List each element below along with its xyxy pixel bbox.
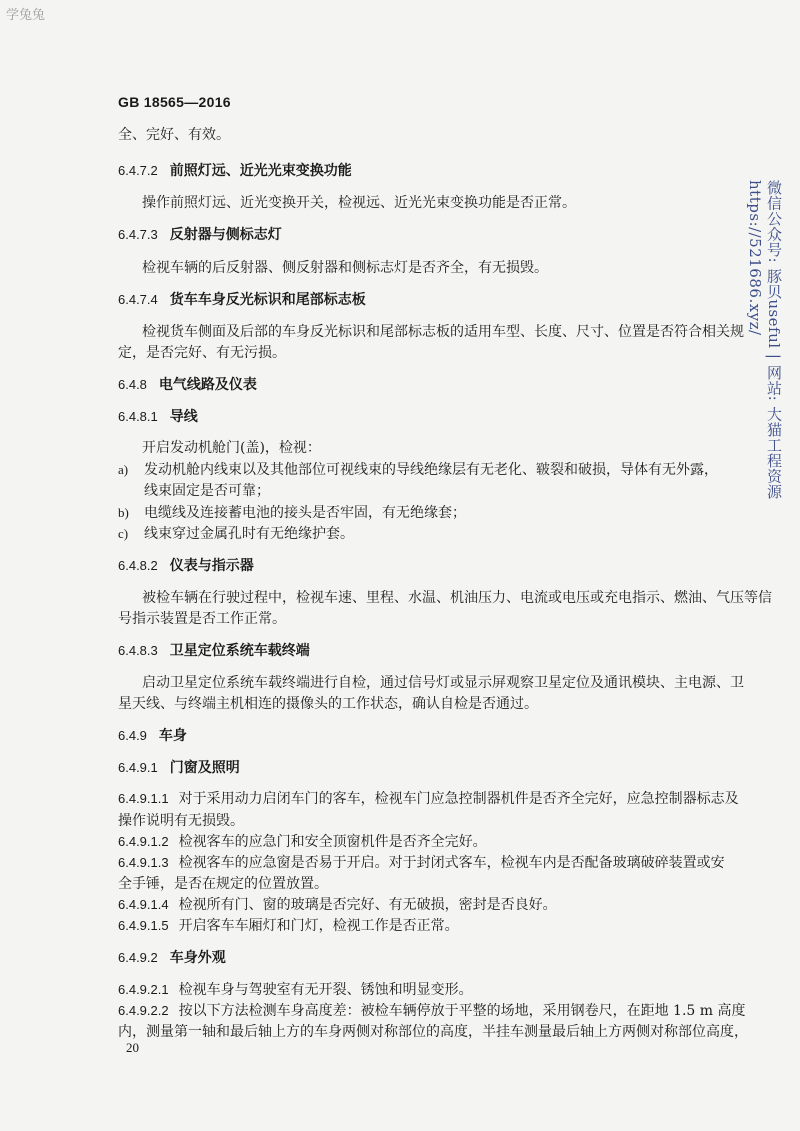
section-number: 6.4.8 [118,377,147,392]
paragraph: 被检车辆在行驶过程中，检视车速、里程、水温、机油压力、电流或电压或充电指示、燃油、气压等信 [142,590,772,606]
section-title: 仪表与指示器 [169,558,254,574]
clause-number: 6.4.9.1.1 [118,791,169,806]
list-item [118,460,718,480]
section-heading [118,375,257,395]
paragraph-line: 星天线、与终端主机相连的摄像头的工作状态，确认自检是否通过。 [118,696,538,712]
clause-text: 检视客车的应急门和安全顶窗机件是否齐全完好。 [178,834,487,850]
section-title: 货车车身反光标识和尾部标志板 [169,292,366,308]
numbered-paragraph [118,895,557,915]
list-item-continuation: 线束固定是否可靠； [144,483,270,499]
section-number: 6.4.9.1 [118,760,158,775]
paragraph-line: 内，测量第一轴和最后轴上方的车身两侧对称部位的高度，半挂车测量最后轴上方两侧对称部位高度， [118,1024,748,1040]
clause-text: 检视车身与驾驶室有无开裂、锈蚀和明显变形。 [178,982,473,998]
list-item [118,524,354,544]
section-title: 前照灯远、近光光束变换功能 [169,163,352,179]
section-title: 导线 [169,409,198,425]
list-item-text: 电缆线及连接蓄电池的接头是否牢固，有无绝缘套； [144,505,466,521]
paragraph: 开启发动机舱门(盖)，检视： [142,440,321,456]
paragraph-line: 全手锤，是否在规定的位置放置。 [118,876,328,892]
clause-number: 6.4.9.1.3 [118,855,169,870]
section-heading [118,726,187,746]
list-item [118,503,466,523]
paragraph: 操作前照灯远、近光变换开关，检视远、近光光束变换功能是否正常。 [142,195,576,211]
numbered-paragraph [118,789,739,809]
section-title: 车身外观 [169,950,226,966]
paragraph-line: 操作说明有无损毁。 [118,813,244,829]
numbered-paragraph [118,980,473,1000]
paragraph-line: 全、完好、有效。 [118,127,230,143]
side-watermark: 微信公众号: 豚贝useful | 网站: 大猫工程资源 https://521686.xyz/ [746,180,783,500]
list-marker: a) [118,462,129,477]
list-marker: b) [118,505,129,520]
section-title: 门窗及照明 [169,760,240,776]
section-title: 卫星定位系统车载终端 [169,643,310,659]
section-number: 6.4.8.3 [118,643,158,658]
clause-number: 6.4.9.2.1 [118,982,169,997]
numbered-paragraph [118,853,725,873]
paragraph-line: 号指示装置是否工作正常。 [118,611,286,627]
clause-number: 6.4.9.1.2 [118,834,169,849]
numbered-paragraph [118,1001,746,1021]
section-heading [118,225,282,245]
section-number: 6.4.7.2 [118,163,158,178]
clause-text: 按以下方法检测车身高度差：被检车辆停放于平整的场地，采用钢卷尺，在距地 1.5 m 高度 [178,1003,746,1019]
clause-text: 对于采用动力启闭车门的客车，检视车门应急控制器机件是否齐全完好，应急控制器标志及 [178,791,739,807]
section-title: 反射器与侧标志灯 [169,227,282,243]
section-heading [118,290,366,310]
list-item-text: 发动机舱内线束以及其他部位可视线束的导线绝缘层有无老化、皲裂和破损，导体有无外露， [144,462,718,478]
page-number: 20 [126,1040,139,1055]
section-number: 6.4.9.2 [118,950,158,965]
clause-text: 检视客车的应急窗是否易于开启。对于封闭式客车，检视车内是否配备玻璃破碎装置或安 [178,855,725,871]
section-heading [118,161,352,181]
paragraph: 启动卫星定位系统车载终端进行自检，通过信号灯或显示屏观察卫星定位及通讯模块、主电源、卫 [142,675,744,691]
paragraph: 检视货车侧面及后部的车身反光标识和尾部标志板的适用车型、长度、尺寸、位置是否符合相关规 [142,324,744,340]
section-heading [118,407,198,427]
section-number: 6.4.7.3 [118,227,158,242]
section-heading [118,948,226,968]
section-number: 6.4.8.1 [118,409,158,424]
section-number: 6.4.9 [118,728,147,743]
clause-number: 6.4.9.2.2 [118,1003,169,1018]
section-number: 6.4.8.2 [118,558,158,573]
numbered-paragraph [118,832,487,852]
section-number: 6.4.7.4 [118,292,158,307]
section-heading [118,556,254,576]
standard-number: GB 18565—2016 [118,94,231,110]
paragraph-line: 定，是否完好、有无污损。 [118,345,286,361]
list-item-text: 线束穿过金属孔时有无绝缘护套。 [144,526,354,542]
watermark: 学兔兔 [6,8,46,23]
clause-text: 开启客车车厢灯和门灯，检视工作是否正常。 [178,918,459,934]
clause-number: 6.4.9.1.5 [118,918,169,933]
clause-number: 6.4.9.1.4 [118,897,169,912]
section-heading [118,641,310,661]
numbered-paragraph [118,916,459,936]
paragraph: 检视车辆的后反射器、侧反射器和侧标志灯是否齐全，有无损毁。 [142,260,548,276]
list-marker: c) [118,526,129,541]
section-heading [118,758,240,778]
section-title: 车身 [158,728,187,744]
section-title: 电气线路及仪表 [158,377,257,393]
clause-text: 检视所有门、窗的玻璃是否完好、有无破损，密封是否良好。 [178,897,557,913]
